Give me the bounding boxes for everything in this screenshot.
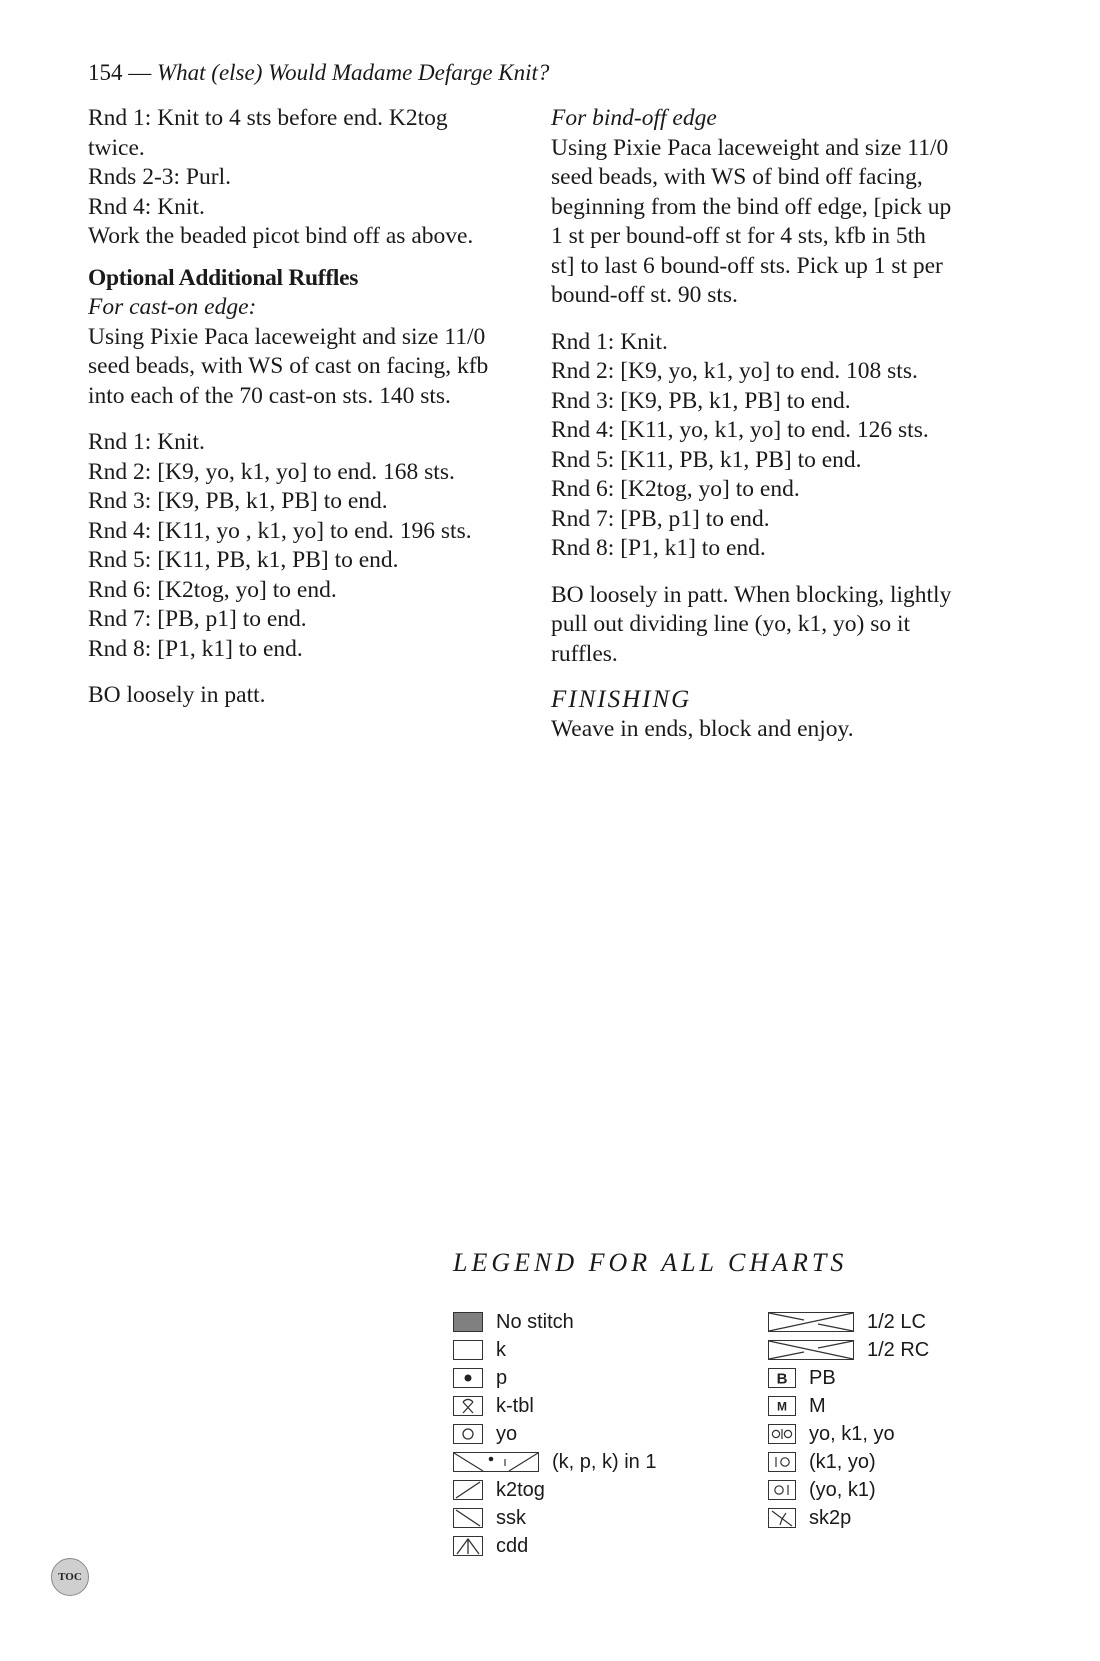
round-line: Rnd 3: [K9, PB, k1, PB] to end. (88, 488, 388, 514)
bind-off-instruction: 1 st per bound-off st for 4 sts, kfb in 5th (551, 223, 926, 249)
k1-yo-icon (768, 1452, 796, 1472)
legend-label: sk2p (809, 1506, 852, 1529)
cast-on-instruction: seed beads, with WS of cast on facing, kfb (88, 353, 489, 379)
right-column (551, 104, 996, 744)
legend-label: yo (496, 1422, 518, 1445)
round-line: Rnd 6: [K2tog, yo] to end. (88, 576, 337, 603)
round-line: Rnd 2: [K9, yo, k1, yo] to end. 108 sts. (551, 358, 918, 384)
intro-line: twice. (88, 134, 145, 161)
legend-label: 1/2 LC (867, 1310, 926, 1333)
svg-text:M: M (777, 1399, 787, 1414)
bind-off-heading: For bind-off edge (551, 105, 717, 131)
legend-label: cdd (496, 1534, 529, 1557)
legend-item-sk2p (768, 1504, 929, 1532)
bind-off-instruction: bound-off st. 90 sts. (551, 282, 738, 308)
legend-label: yo, k1, yo (809, 1422, 895, 1445)
legend-item-cdd (453, 1532, 656, 1560)
right-cross-cable-icon (768, 1340, 854, 1360)
legend-item-purl (453, 1364, 656, 1392)
knit-icon (453, 1340, 483, 1360)
running-header (88, 60, 549, 86)
closing-line: BO loosely in patt. (88, 682, 266, 708)
kpk-in-one-icon (453, 1452, 539, 1472)
book-title: What (else) Would Madame Defarge Knit? (157, 60, 550, 85)
bind-off-instruction: seed beads, with WS of bind off facing, (551, 164, 923, 190)
closing-line: BO loosely in patt. When blocking, lightly (551, 581, 952, 608)
sk2p-icon (768, 1508, 796, 1528)
cast-on-heading: For cast-on edge: (88, 294, 257, 320)
legend-label: PB (809, 1366, 836, 1389)
round-line: Rnd 3: [K9, PB, k1, PB] to end. (551, 387, 851, 414)
legend-label: k2tog (496, 1478, 545, 1501)
svg-text:B: B (776, 1370, 788, 1388)
yarn-over-circle-icon (453, 1424, 483, 1444)
round-line: Rnd 7: [PB, p1] to end. (551, 505, 770, 532)
round-line: Rnd 6: [K2tog, yo] to end. (551, 476, 800, 502)
round-line: Rnd 2: [K9, yo, k1, yo] to end. 168 sts. (88, 458, 455, 485)
header-separator: — (128, 60, 152, 85)
legend-item-kpk-in-1 (453, 1448, 656, 1476)
legend-item-m (768, 1392, 929, 1420)
purl-dot-icon (453, 1368, 483, 1388)
legend-item-half-rc (768, 1336, 929, 1364)
round-line: Rnd 1: Knit. (551, 328, 668, 355)
cast-on-instruction: into each of the 70 cast-on sts. 140 sts. (88, 382, 451, 409)
bind-off-instruction: st] to last 6 bound-off sts. Pick up 1 st per (551, 252, 943, 279)
legend-label: k (496, 1338, 506, 1361)
legend-label: 1/2 RC (867, 1338, 930, 1361)
intro-line: Rnd 1: Knit to 4 sts before end. K2tog (88, 105, 448, 131)
round-line: Rnd 8: [P1, k1] to end. (551, 535, 766, 561)
ruffles-heading: Optional Additional Ruffles (88, 264, 359, 291)
legend-label: No stitch (496, 1310, 574, 1333)
finishing-text: Weave in ends, block and enjoy. (551, 715, 854, 742)
legend-item-k1-yo (768, 1448, 929, 1476)
legend-label: (k1, yo) (809, 1450, 876, 1473)
round-line: Rnd 1: Knit. (88, 429, 205, 455)
legend-item-ssk (453, 1504, 656, 1532)
legend-title: LEGEND FOR ALL CHARTS (453, 1248, 848, 1277)
toc-button[interactable]: TOC (51, 1558, 89, 1596)
left-column (88, 104, 528, 711)
legend-item-knit (453, 1336, 656, 1364)
legend-right-column (768, 1308, 929, 1532)
legend-item-k2tog (453, 1476, 656, 1504)
round-line: Rnd 5: [K11, PB, k1, PB] to end. (551, 446, 862, 473)
make-stitch-icon (768, 1396, 796, 1416)
yo-k1-icon (768, 1480, 796, 1500)
legend-item-no-stitch (453, 1308, 656, 1336)
left-cross-cable-icon (768, 1312, 854, 1332)
k2tog-icon (453, 1480, 483, 1500)
intro-line: Work the beaded picot bind off as above. (88, 223, 474, 249)
legend-label: (yo, k1) (809, 1478, 876, 1501)
legend-item-half-lc (768, 1308, 929, 1336)
place-bead-icon (768, 1368, 796, 1388)
bind-off-instruction: Using Pixie Paca laceweight and size 11/0 (551, 134, 949, 161)
intro-line: Rnd 4: Knit. (88, 193, 205, 220)
intro-line: Rnds 2-3: Purl. (88, 164, 231, 190)
bind-off-instruction: beginning from the bind off edge, [pick up (551, 193, 952, 220)
legend-label: p (496, 1366, 508, 1389)
round-line: Rnd 5: [K11, PB, k1, PB] to end. (88, 547, 399, 573)
finishing-heading: FINISHING (551, 686, 692, 713)
legend-item-yo (453, 1420, 656, 1448)
cast-on-instruction: Using Pixie Paca laceweight and size 11/0 (88, 323, 486, 350)
round-line: Rnd 7: [PB, p1] to end. (88, 606, 307, 632)
legend-label: ssk (496, 1506, 526, 1529)
closing-line: pull out dividing line (yo, k1, yo) so it (551, 611, 911, 637)
yo-k1-yo-icon (768, 1424, 796, 1444)
no-stitch-icon (453, 1312, 483, 1332)
legend-item-yo-k1 (768, 1476, 929, 1504)
round-line: Rnd 4: [K11, yo, k1, yo] to end. 126 sts. (551, 417, 929, 443)
round-line: Rnd 4: [K11, yo , k1, yo] to end. 196 sts. (88, 517, 472, 544)
ssk-icon (453, 1508, 483, 1528)
legend-label: M (809, 1394, 826, 1417)
closing-line: ruffles. (551, 640, 618, 667)
legend-item-pb (768, 1364, 929, 1392)
legend-item-yo-k1-yo (768, 1420, 929, 1448)
cdd-icon (453, 1536, 483, 1556)
legend-label: (k, p, k) in 1 (552, 1450, 657, 1473)
legend-left-column (453, 1308, 656, 1560)
legend-label: k-tbl (496, 1394, 534, 1417)
twisted-stitch-icon (453, 1396, 483, 1416)
round-line: Rnd 8: [P1, k1] to end. (88, 635, 303, 662)
legend-item-k-tbl (453, 1392, 656, 1420)
page-number: 154 (88, 60, 123, 85)
